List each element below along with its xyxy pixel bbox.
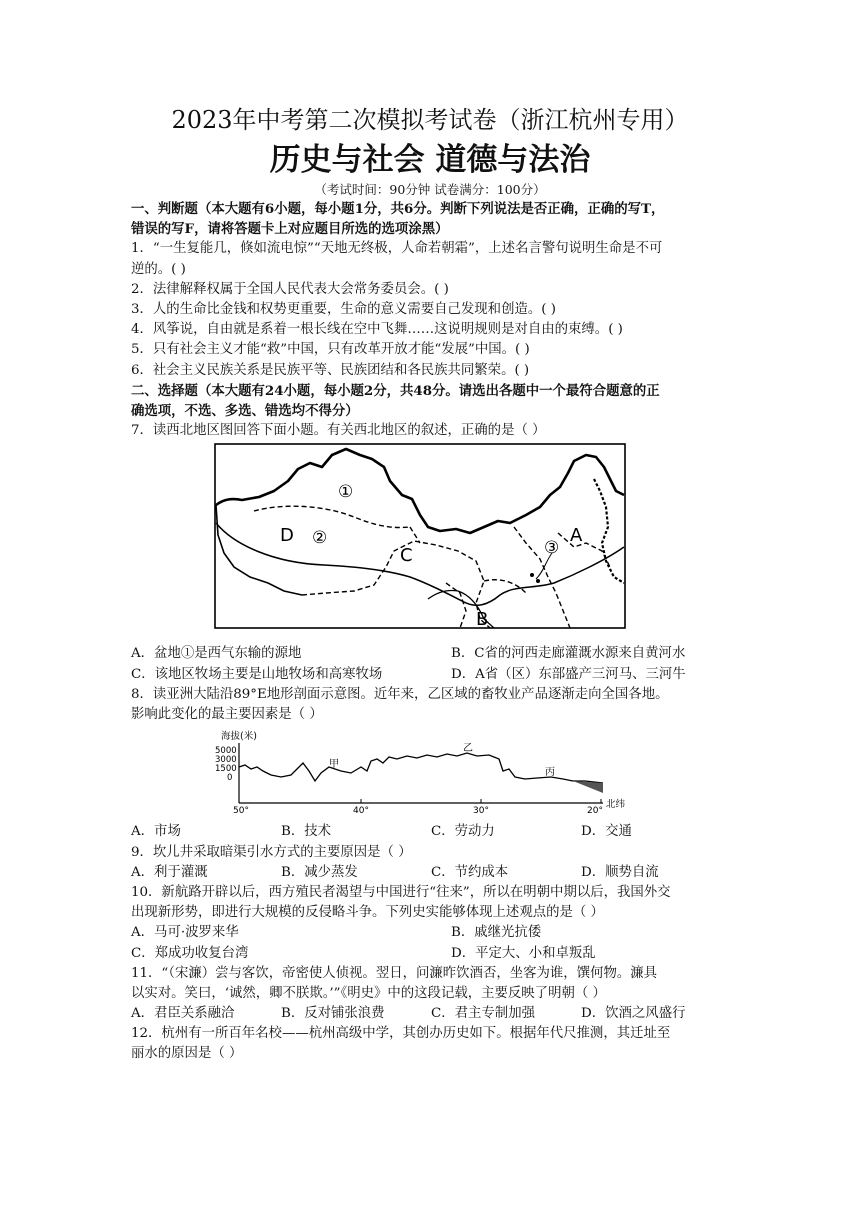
profile-x-tick-30: 30°: [473, 806, 489, 814]
question-10-stem-cont: 出现新形势，即进行大规模的反侵略斗争。下列史实能够体现上述观点的是（ ）: [131, 905, 604, 921]
question-11-option-d: D．饮酒之风盛行: [581, 1006, 686, 1022]
section2-heading-cont: 确选项，不选、多选、错选均不得分）: [131, 402, 359, 419]
question-9-options: [131, 863, 731, 883]
question-9-option-c: C．节约成本: [431, 864, 509, 880]
question-11-stem: 11．“（宋濂）尝与客饮，帝密使人侦视。翌日，问濂昨饮酒否，坐客为谁，馔何物。濂具: [131, 965, 658, 981]
map-label-3: ③: [544, 538, 560, 559]
question-10-option-d: D．平定大、小和卓叛乱: [451, 945, 596, 961]
question-11-options: [131, 1004, 731, 1024]
exam-body: [131, 199, 731, 1065]
profile-region-bing: 丙: [545, 767, 555, 779]
northwest-china-map: [214, 443, 626, 629]
question-10-option-a: A．马可·波罗来华: [131, 925, 239, 941]
terrain-profile-89e: [211, 729, 631, 813]
question-9-option-b: B．减少蒸发: [281, 864, 358, 880]
profile-region-jia: 甲: [329, 759, 339, 771]
profile-y-tick-5000: 5000: [215, 746, 237, 757]
question-10-option-b: B．戚继光抗倭: [451, 925, 542, 941]
exam-title: 2023年中考第二次模拟考试卷（浙江杭州专用）: [171, 106, 689, 134]
question-6: 6．社会主义民族关系是民族平等、民族团结和各民族共同繁荣。( ): [131, 362, 530, 378]
question-10-option-c: C．郑成功收复台湾: [131, 945, 249, 961]
question-8-option-b: B．技术: [281, 824, 332, 840]
profile-x-title: 北纬: [606, 799, 626, 811]
question-1-cont: 逆的。( ): [131, 261, 186, 277]
question-5: 5．只有社会主义才能“救”中国，只有改革开放才能“发展”中国。( ): [131, 342, 530, 358]
exam-subject-title: 历史与社会 道德与法治: [269, 142, 591, 178]
section1-heading: 一、判断题（本大题有6小题，每小题1分，共6分。判断下列说法是否正确，正确的写T，: [131, 201, 665, 217]
question-3: 3．人的生命比金钱和权势更重要，生命的意义需要自己发现和创造。( ): [131, 301, 556, 317]
profile-y-tick-0: 0: [227, 773, 233, 784]
profile-y-tick-1500: 1500: [215, 764, 237, 775]
question-7-option-a: A．盆地①是西气东输的源地: [131, 646, 302, 662]
map-label-C: C: [400, 545, 413, 567]
question-8-option-d: D．交通: [581, 824, 632, 840]
question-7-option-d: D．A省（区）东部盛产三河马、三河牛: [451, 666, 686, 682]
profile-x-tick-50: 50°: [233, 806, 249, 814]
question-10-options-row1: [131, 923, 731, 943]
map-label-1: ①: [338, 482, 354, 503]
question-7-option-b: B．C省的河西走廊灌溉水源来自黄河水: [451, 646, 686, 662]
map-label-A: A: [570, 525, 583, 547]
question-4: 4．风筝说，自由就是系着一根长线在空中飞舞……这说明规则是对自由的束缚。( ): [131, 322, 623, 338]
question-8-option-c: C．劳动力: [431, 824, 495, 840]
question-9-option-d: D．顺势自流: [581, 864, 659, 880]
question-2: 2．法律解释权属于全国人民代表大会常务委员会。( ): [131, 281, 449, 297]
profile-y-tick-3000: 3000: [215, 755, 237, 766]
profile-region-yi: 乙: [463, 743, 473, 755]
question-9-stem: 9．坎儿井采取暗渠引水方式的主要原因是（ ）: [131, 844, 412, 860]
section1-heading-cont: 错误的写F，请将答题卡上对应题目所选的选项涂黑）: [131, 221, 449, 238]
profile-x-tick-40: 40°: [353, 806, 369, 814]
question-7-stem: 7．读西北地区图回答下面小题。有关西北地区的叙述，正确的是（ ）: [131, 423, 546, 439]
question-8-options: [131, 822, 731, 842]
question-11-stem-cont: 以实对。笑曰，‘诚然，卿不朕欺。’”《明史》中的这段记载，主要反映了明朝（ ）: [131, 985, 606, 1001]
question-10-stem: 10．新航路开辟以后，西方殖民者渴望与中国进行“往来”，所以在明朝中期以后，我国外交: [131, 884, 671, 900]
question-8-stem-cont: 影响此变化的最主要因素是（ ）: [131, 707, 323, 723]
map-label-D: D: [280, 525, 294, 547]
profile-x-tick-20: 20°: [587, 806, 603, 814]
question-12-stem: 12．杭州有一所百年名校——杭州高级中学，其创办历史如下。根据年代尺推测，其迁址至: [131, 1026, 671, 1042]
question-1: 1．“一生复能几，倏如流电惊”“天地无终极，人命若朝霜”，上述名言警句说明生命是不可: [131, 241, 663, 257]
question-7-option-c: C．该地区牧场主要是山地牧场和高寒牧场: [131, 666, 383, 682]
question-12-stem-cont: 丽水的原因是（ ）: [131, 1046, 243, 1062]
section2-heading: 二、选择题（本大题有24小题，每小题2分，共48分。请选出各题中一个最符合题意的正: [131, 382, 660, 399]
profile-y-title: 海拔(米): [221, 731, 257, 743]
map-label-B: B: [476, 609, 489, 630]
exam-info: （考试时间：90分钟 试卷满分：100分）: [314, 182, 546, 197]
question-8-option-a: A．市场: [131, 824, 181, 840]
question-11-option-a: A．君臣关系融洽: [131, 1006, 235, 1022]
map-label-2: ②: [312, 528, 328, 549]
question-10-options-row2: [131, 944, 731, 964]
question-11-option-b: B．反对铺张浪费: [281, 1006, 385, 1022]
question-11-option-c: C．君主专制加强: [431, 1006, 535, 1022]
question-9-option-a: A．利于灌溉: [131, 864, 208, 880]
question-7-options-row2: [131, 665, 731, 685]
question-7-options-row1: [131, 644, 731, 664]
question-8-stem: 8．读亚洲大陆沿89°E地形剖面示意图。近年来，乙区域的畜牧业产品逐渐走向全国各地。: [131, 686, 669, 702]
